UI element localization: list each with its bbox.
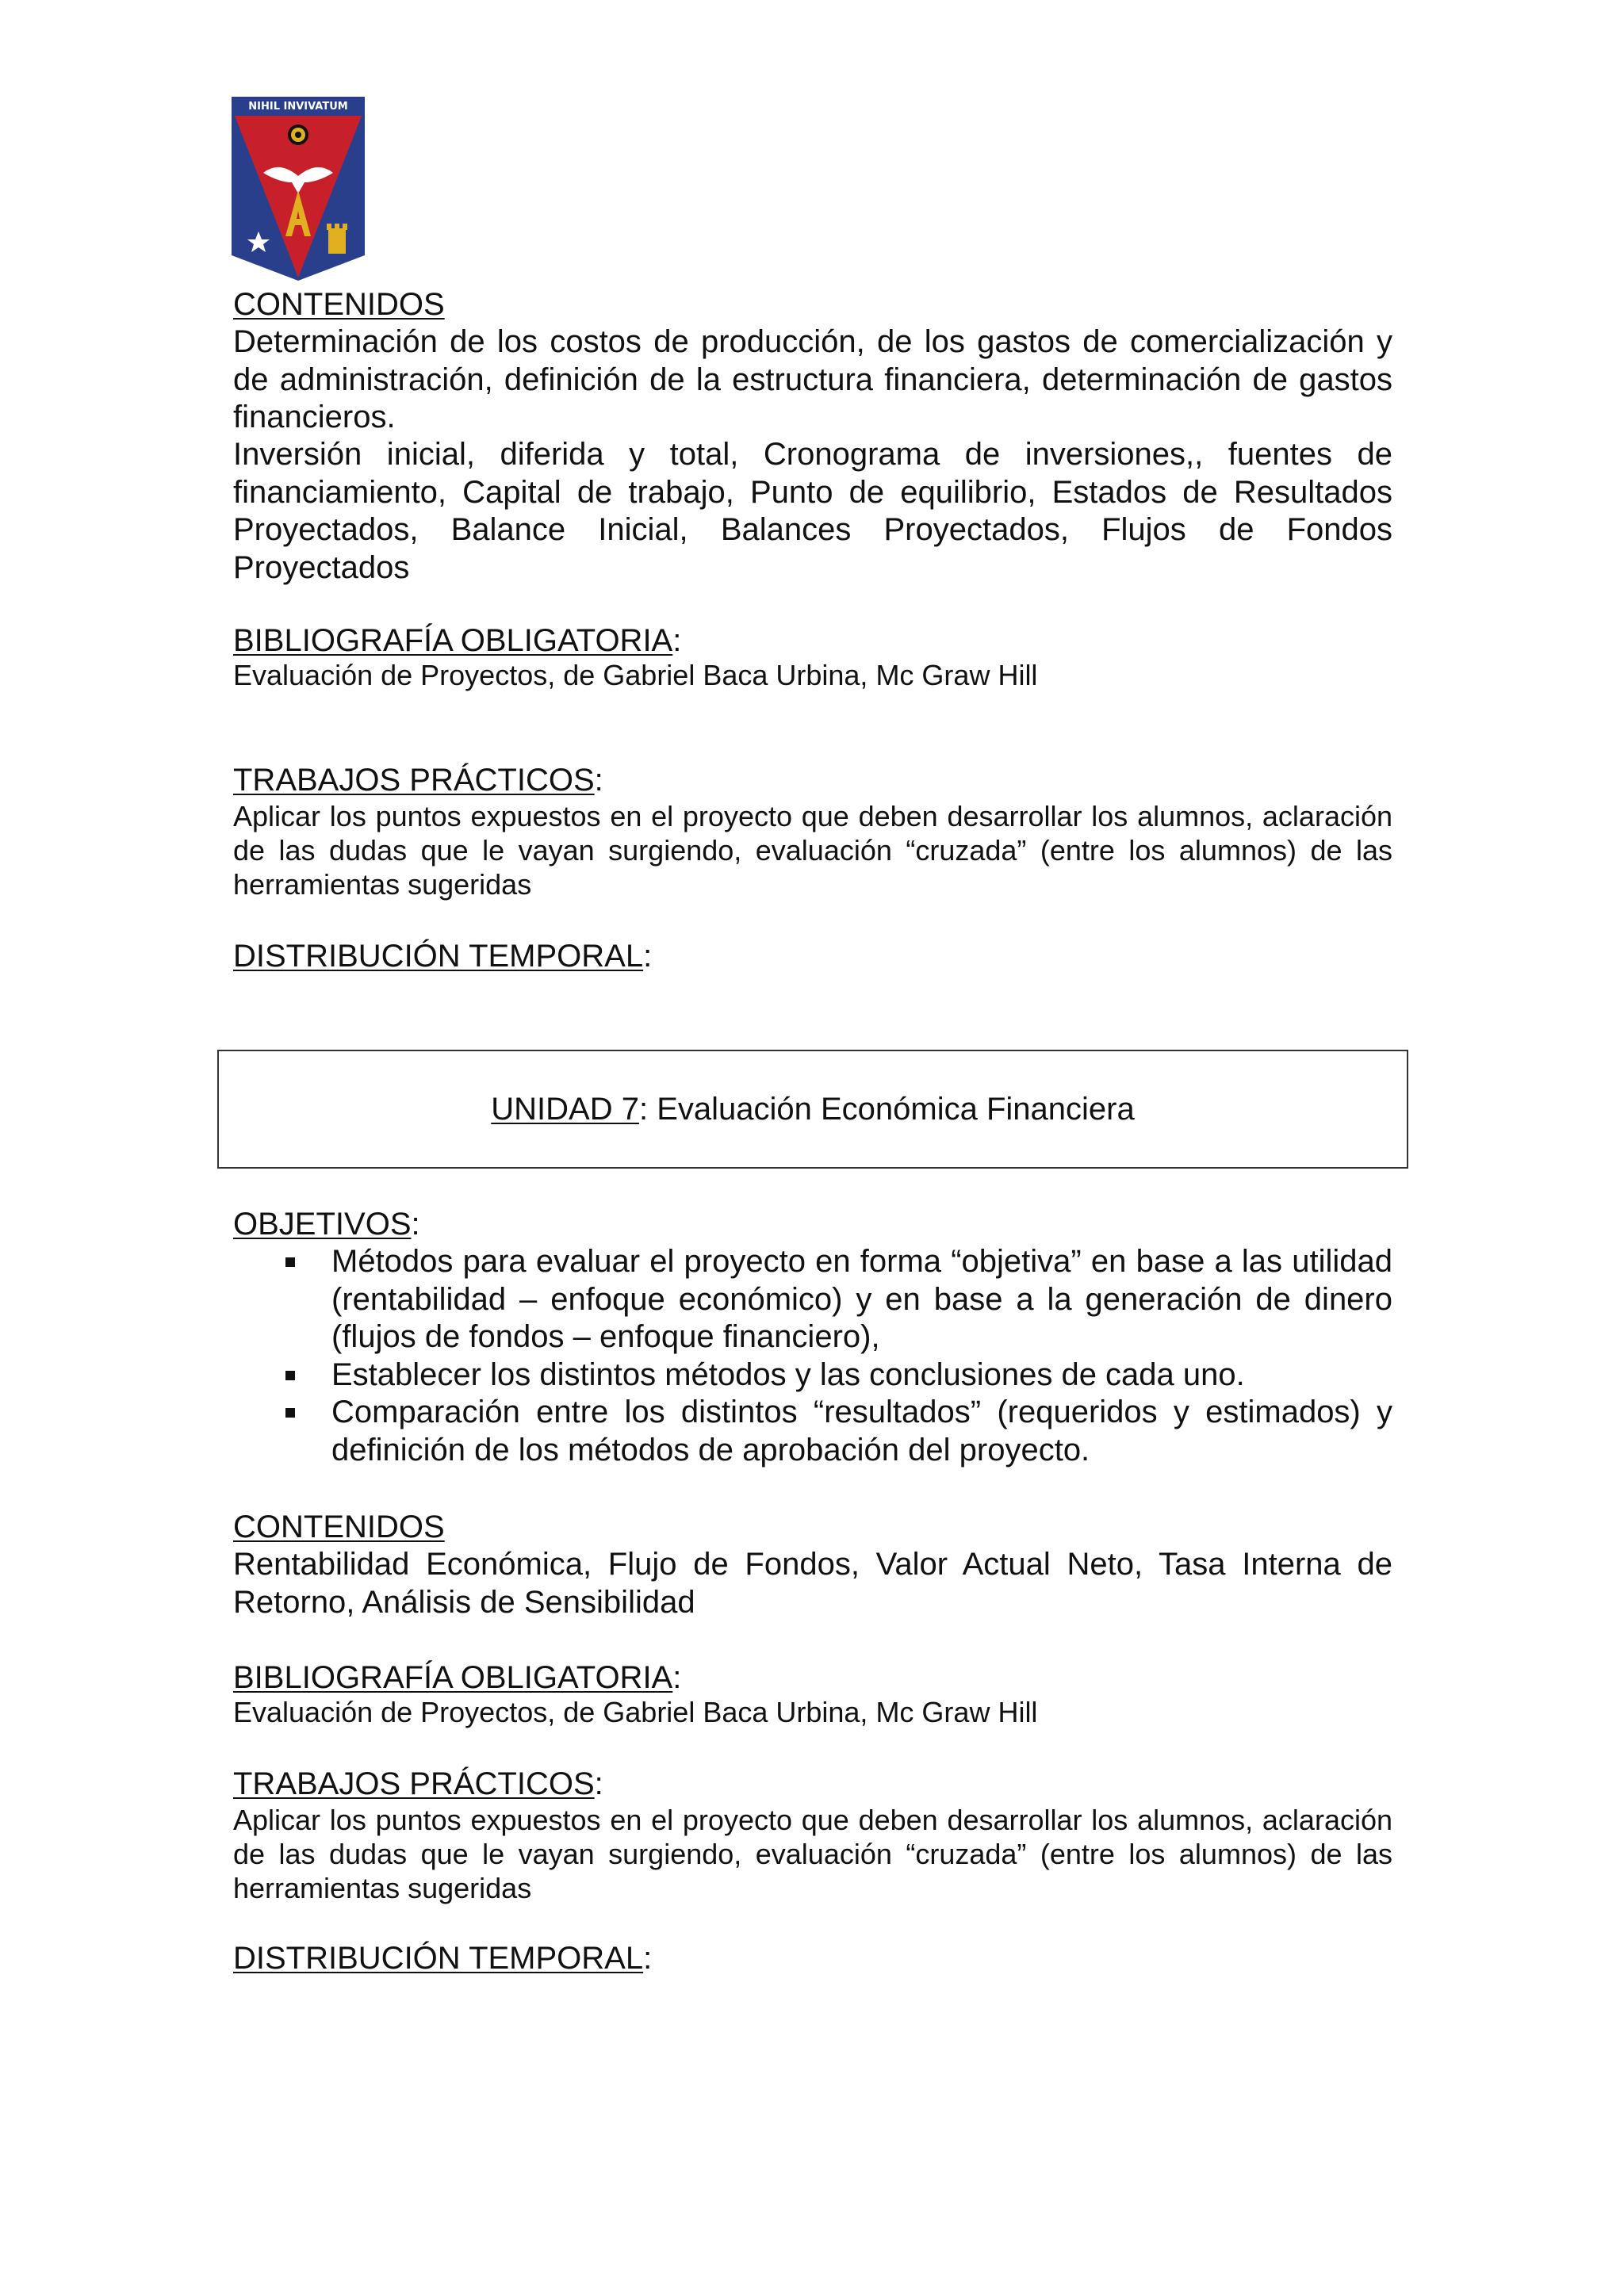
square-bullet-icon (285, 1257, 295, 1267)
bibliografia-heading: BIBLIOGRAFÍA OBLIGATORIA: (233, 623, 682, 658)
objetivos-list (233, 1243, 1392, 1469)
svg-text:NIHIL INVIVATUM: NIHIL INVIVATUM (248, 101, 348, 113)
contenidos-paragraph-1: Determinación de los costos de producción, de los gastos de comercialización y de administración, definición de la estructura financiera, determinación de gastos financieros. (233, 324, 1392, 434)
contenidos-paragraph-2: Inversión inicial, diferida y total, Cronograma de inversiones,, fuentes de financiamiento, Capital de trabajo, Punto de equilibrio, Estados de Resultados Proyectados, Balance Inicial, Balances Proyectados, Flujos de Fondos Proyectados (233, 437, 1392, 585)
distribucion-temporal-heading: DISTRIBUCIÓN TEMPORAL: (233, 939, 653, 974)
school-crest-logo (232, 97, 365, 281)
trabajos-practicos-text-2: Aplicar los puntos expuestos en el proyecto que deben desarrollar los alumnos, aclaración de las dudas que le vayan surgiendo, evaluación “cruzada” (entre los alumnos) de las herramientas sugeridas (233, 1804, 1392, 1904)
bibliografia-heading-2: BIBLIOGRAFÍA OBLIGATORIA: (233, 1660, 682, 1695)
contenidos-heading-2: CONTENIDOS (233, 1510, 445, 1544)
trabajos-practicos-text: Aplicar los puntos expuestos en el proyecto que deben desarrollar los alumnos, aclaración de las dudas que le vayan surgiendo, evaluación “cruzada” (entre los alumnos) de las herramientas sugeridas (233, 800, 1392, 901)
objetivos-heading: OBJETIVOS: (233, 1207, 420, 1242)
unit-title-box (217, 1050, 1408, 1169)
list-item: Comparación entre los distintos “resultados” (requeridos y estimados) y definición de los métodos de aprobación del proyecto. (233, 1394, 1392, 1469)
trabajos-practicos-heading: TRABAJOS PRÁCTICOS: (233, 763, 603, 798)
list-item: Métodos para evaluar el proyecto en forma “objetiva” en base a las utilidad (rentabilidad – enfoque económico) y en base a la generación de dinero (flujos de fondos – enfoque financiero), (233, 1243, 1392, 1357)
contenidos-text-2: Rentabilidad Económica, Flujo de Fondos, Valor Actual Neto, Tasa Interna de Retorno, Análisis de Sensibilidad (233, 1547, 1392, 1620)
bibliografia-text: Evaluación de Proyectos, de Gabriel Baca Urbina, Mc Graw Hill (233, 659, 1038, 691)
list-item: Establecer los distintos métodos y las conclusiones de cada uno. (233, 1357, 1392, 1395)
contenidos-heading: CONTENIDOS (233, 287, 445, 322)
square-bullet-icon (285, 1371, 295, 1380)
unit-title: UNIDAD 7: Evaluación Económica Financiera (491, 1092, 1135, 1127)
trabajos-practicos-heading-2: TRABAJOS PRÁCTICOS: (233, 1766, 603, 1801)
distribucion-temporal-heading-2: DISTRIBUCIÓN TEMPORAL: (233, 1941, 653, 1976)
bibliografia-text-2: Evaluación de Proyectos, de Gabriel Baca Urbina, Mc Graw Hill (233, 1696, 1038, 1728)
square-bullet-icon (285, 1408, 295, 1418)
